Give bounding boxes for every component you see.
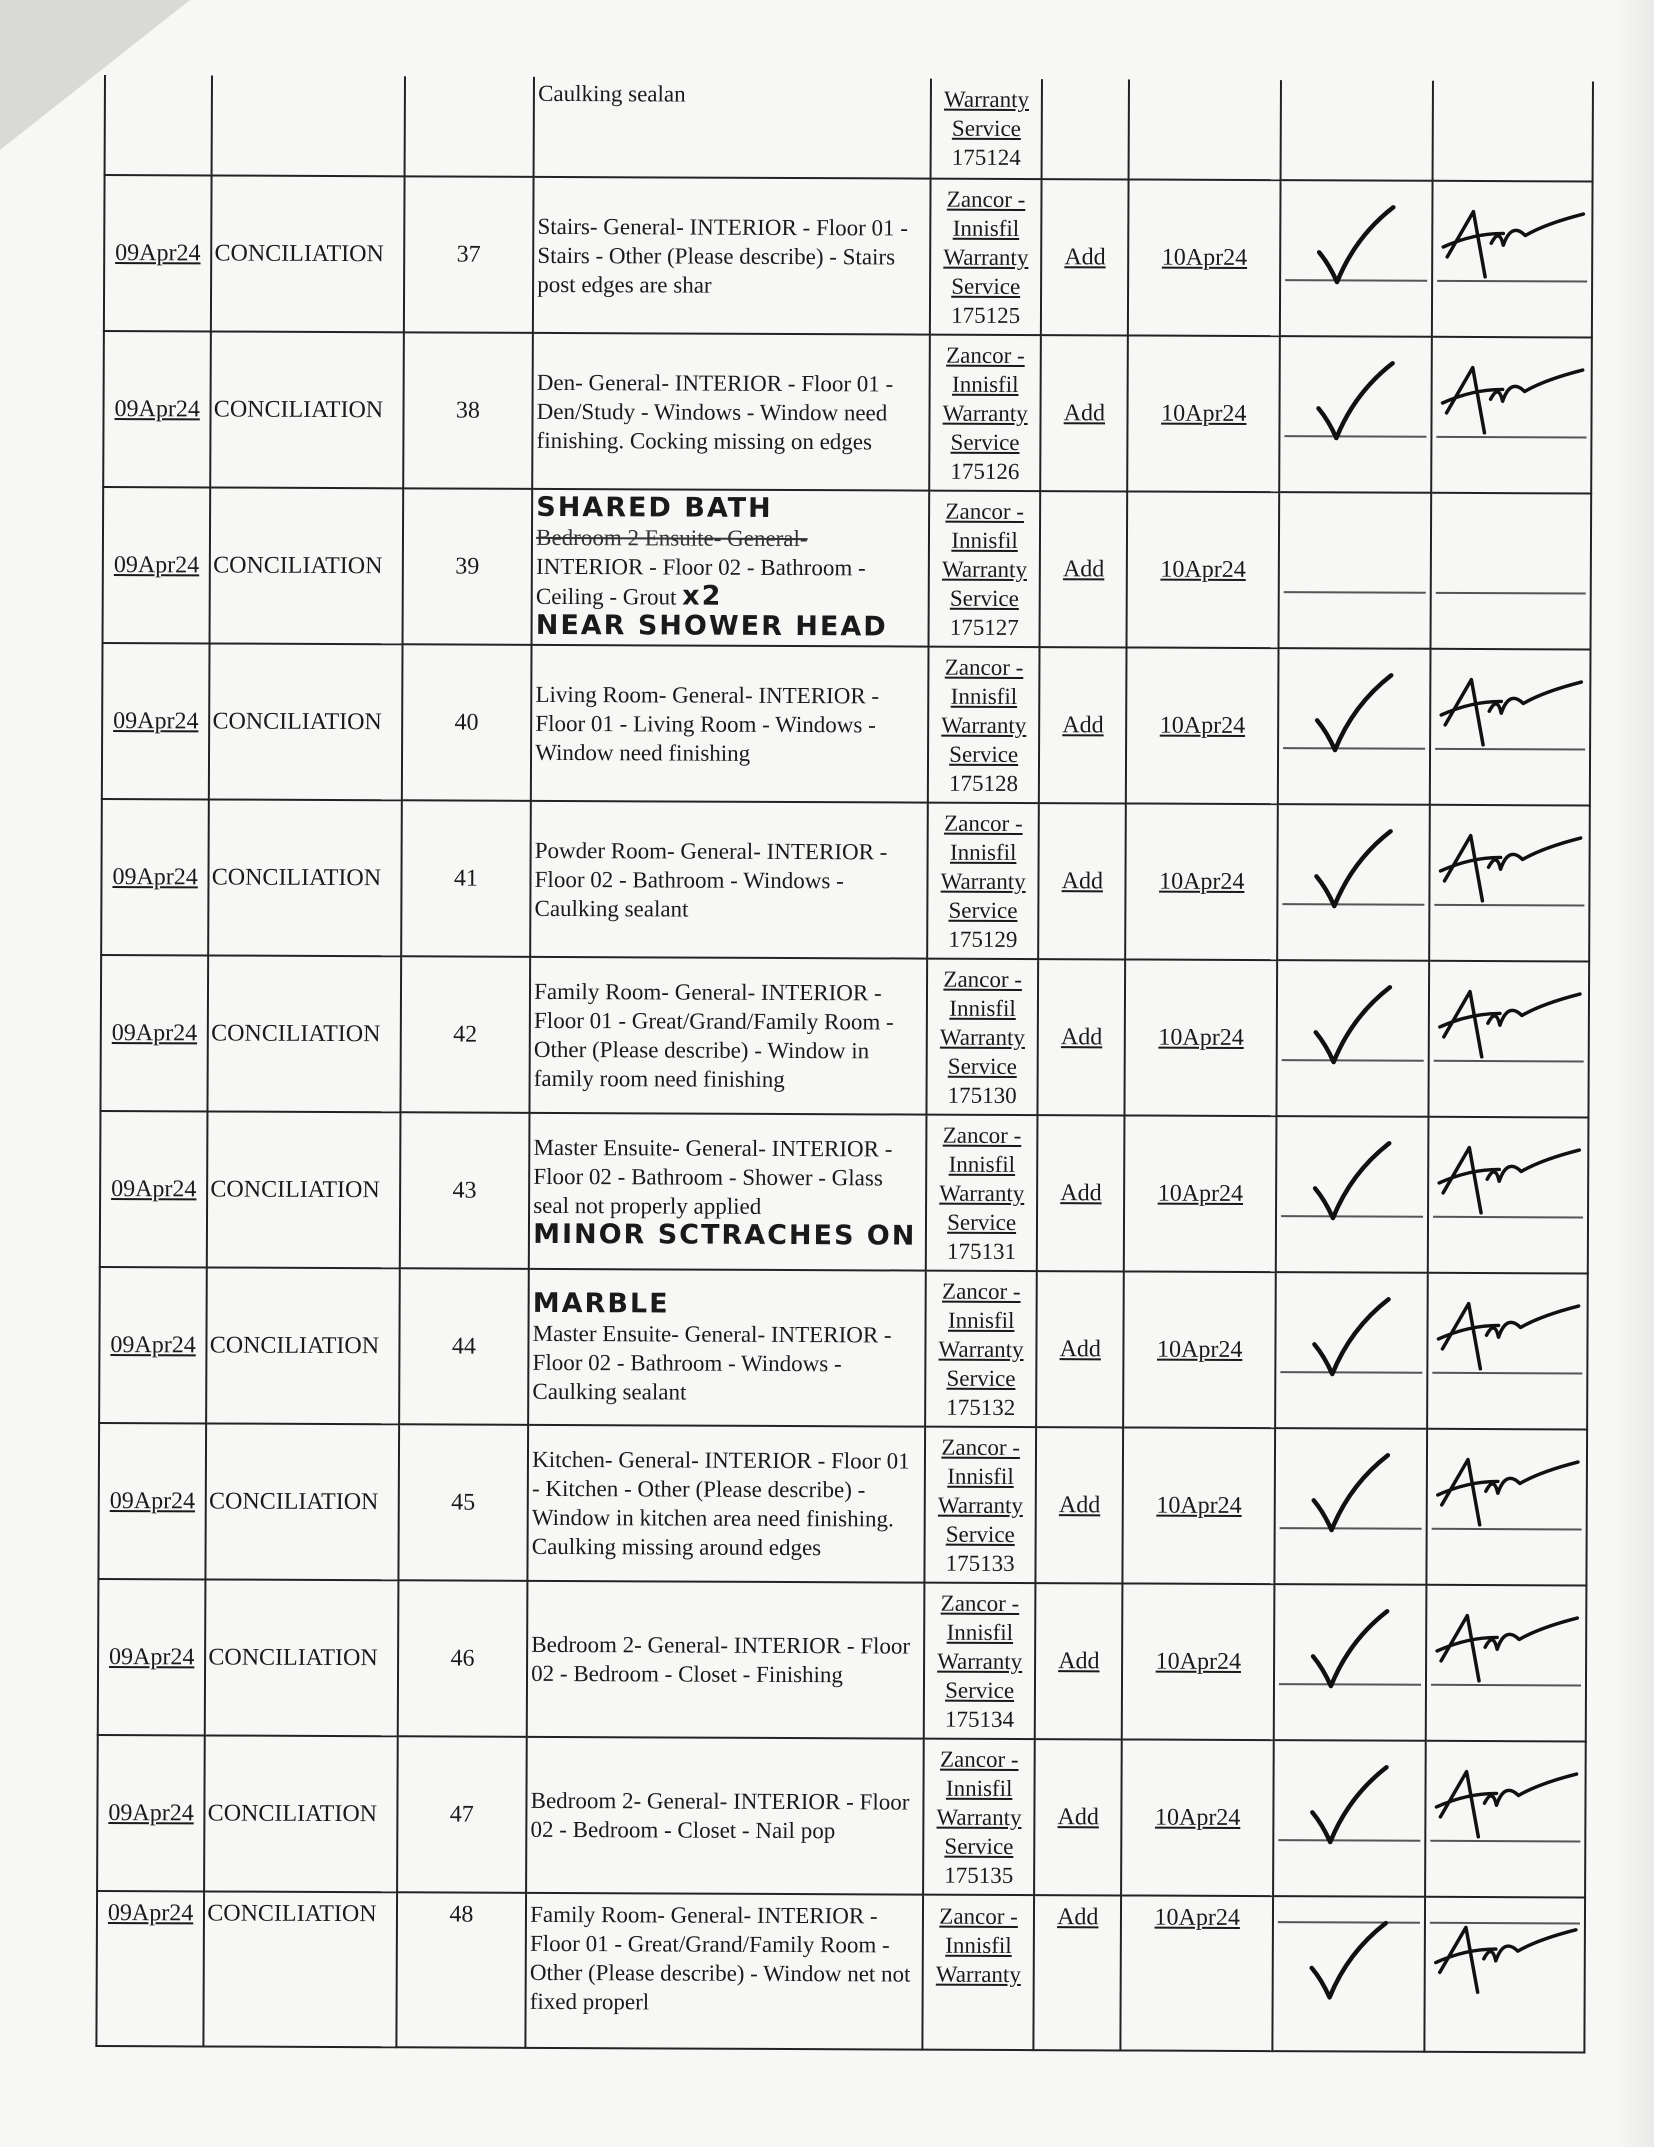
type-text: CONCILIATION	[208, 1644, 378, 1672]
check-cell	[1273, 1740, 1426, 1897]
type-text: CONCILIATION	[213, 552, 383, 580]
date-link[interactable]: 09Apr24	[111, 1176, 197, 1203]
initials-signature-icon	[1430, 806, 1589, 961]
number-cell	[398, 1424, 528, 1581]
table-row	[100, 955, 1589, 1117]
add-link[interactable]: Add	[1061, 868, 1104, 895]
code-line[interactable]: Warranty	[935, 1961, 1021, 1988]
code-line[interactable]: Service	[951, 273, 1021, 299]
action-cell[interactable]	[1041, 179, 1129, 335]
table-row	[99, 1267, 1588, 1429]
table-row	[101, 799, 1590, 961]
code-number: 175124	[951, 144, 1021, 171]
type-text: CONCILIATION	[207, 1800, 378, 1828]
action-cell[interactable]	[1037, 1115, 1125, 1271]
code-cell[interactable]	[923, 1739, 1035, 1895]
handwritten-note-above: MARBLE	[532, 1287, 670, 1319]
code-number: 175128	[949, 770, 1019, 796]
check-cell	[1278, 648, 1431, 805]
code-line[interactable]: Warranty	[943, 244, 1029, 270]
code-line[interactable]: Innisfil	[945, 1932, 1012, 1958]
date-link[interactable]: 09Apr24	[113, 708, 199, 735]
type-cell	[210, 331, 403, 488]
checkmark-icon	[1280, 337, 1430, 492]
code-number: 175135	[944, 1862, 1014, 1888]
table-row	[104, 175, 1593, 337]
date-cell[interactable]	[100, 955, 208, 1111]
item-number: 47	[449, 1801, 474, 1828]
date-cell[interactable]	[100, 1111, 208, 1267]
description-cell	[530, 801, 927, 959]
completed-date-link[interactable]: 10Apr24	[1157, 1336, 1243, 1363]
initials-signature-icon	[1429, 962, 1588, 1117]
code-line[interactable]: Innisfil	[947, 1307, 1015, 1333]
code-line[interactable]: Warranty	[939, 1180, 1025, 1206]
table-row	[98, 1579, 1587, 1741]
code-line[interactable]: Innisfil	[951, 527, 1018, 553]
description-cell	[528, 1269, 925, 1427]
type-text: CONCILIATION	[214, 240, 384, 268]
description-cell	[529, 1113, 926, 1271]
code-line[interactable]: Service	[945, 1521, 1015, 1547]
description-cell	[526, 1737, 923, 1895]
initials-signature-icon	[1433, 182, 1592, 337]
table-row-continued	[105, 75, 1593, 181]
number-cell	[402, 488, 532, 645]
checkmark-icon	[1274, 1897, 1424, 2051]
completed-cell[interactable]	[1128, 335, 1281, 492]
date-link[interactable]: 09Apr24	[109, 1644, 195, 1671]
signature-cell	[1427, 1273, 1588, 1430]
completed-cell[interactable]	[1121, 1739, 1274, 1896]
code-line[interactable]: Warranty	[943, 86, 1030, 113]
check-cell	[1273, 1896, 1426, 2052]
signature-cell	[1428, 1117, 1589, 1274]
action-cell[interactable]	[1036, 1427, 1124, 1583]
add-link[interactable]: Add	[1060, 1024, 1103, 1051]
type-text: CONCILIATION	[207, 1900, 377, 1928]
code-line[interactable]: Warranty	[937, 1648, 1023, 1674]
code-number: 175129	[948, 926, 1018, 952]
description-cell	[527, 1581, 924, 1739]
action-cell[interactable]	[1036, 1271, 1124, 1427]
type-text: CONCILIATION	[213, 396, 384, 424]
add-link[interactable]: Add	[1064, 244, 1106, 271]
type-cell	[206, 1423, 399, 1580]
code-line[interactable]: Service	[949, 741, 1019, 767]
initials-signature-icon	[1427, 1586, 1586, 1741]
date-link[interactable]: 09Apr24	[115, 240, 201, 267]
description-cell	[532, 489, 929, 647]
checkmark-icon	[1279, 649, 1429, 804]
action-cell[interactable]	[1038, 959, 1126, 1115]
checkmark-icon	[1274, 1741, 1424, 1896]
initials-signature-icon	[1425, 1898, 1584, 2052]
code-cell[interactable]	[929, 335, 1041, 491]
date-link[interactable]: 09Apr24	[112, 864, 198, 891]
completed-cell[interactable]	[1122, 1583, 1275, 1740]
date-cell[interactable]	[97, 1735, 205, 1891]
checkmark-icon	[1281, 181, 1431, 336]
code-line[interactable]: Zancor -	[944, 810, 1023, 836]
code-line[interactable]: Zancor -	[946, 186, 1026, 212]
date-link[interactable]: 09Apr24	[109, 1488, 196, 1515]
initials-signature-icon	[1428, 1274, 1587, 1429]
action-cell[interactable]	[1035, 1583, 1123, 1739]
completed-date-link[interactable]: 10Apr24	[1157, 1180, 1244, 1207]
description-text: Powder Room- General- INTERIOR - Floor 02 - Bathroom - Windows - Caulking sealant	[534, 837, 888, 922]
code-line[interactable]: Zancor -	[939, 1903, 1018, 1930]
description-text: Living Room- General- INTERIOR - Floor 01 - Living Room - Windows - Window need finishing	[535, 681, 880, 766]
code-number: 175125	[951, 302, 1021, 328]
check-cell	[1281, 80, 1433, 181]
type-cell	[207, 1111, 400, 1268]
code-line[interactable]: Innisfil	[949, 995, 1016, 1021]
check-cell	[1280, 180, 1433, 337]
table-row	[100, 1111, 1589, 1273]
code-number: 175134	[944, 1706, 1015, 1732]
code-line[interactable]: Zancor -	[941, 1434, 1020, 1460]
check-cell	[1279, 336, 1432, 493]
checkmark-icon	[1278, 805, 1428, 960]
number-cell	[401, 644, 531, 801]
code-line[interactable]: Innisfil	[946, 1619, 1014, 1645]
item-number: 43	[452, 1177, 477, 1204]
description-text: Master Ensuite- General- INTERIOR - Floor 02 - Bathroom - Windows - Caulking sealant	[532, 1320, 892, 1405]
item-number: 37	[456, 241, 481, 268]
completed-cell[interactable]	[1125, 959, 1278, 1116]
description-text: INTERIOR - Floor 02 - Bathroom - Ceiling - Grout	[535, 553, 866, 610]
type-cell	[211, 175, 404, 332]
completed-date-link[interactable]: 10Apr24	[1154, 1904, 1240, 1931]
signature-cell	[1426, 1429, 1587, 1586]
add-link[interactable]: Add	[1063, 400, 1106, 427]
date-cell	[105, 75, 213, 175]
code-line[interactable]: Warranty	[936, 1804, 1022, 1830]
description-text: Bedroom 2- General- INTERIOR - Floor 02 - Bedroom - Closet - Nail pop	[530, 1787, 910, 1844]
initials-signature-icon	[1426, 1742, 1585, 1897]
date-cell[interactable]	[96, 1891, 204, 2046]
checkmark-icon	[1276, 1429, 1426, 1584]
check-cell	[1279, 492, 1432, 649]
code-cell[interactable]	[926, 1115, 1038, 1271]
code-cell[interactable]	[928, 647, 1040, 803]
code-line[interactable]: Service	[946, 1365, 1016, 1391]
type-cell	[205, 1579, 398, 1736]
number-cell	[400, 956, 530, 1113]
type-cell	[208, 799, 401, 956]
description-cell	[533, 177, 930, 335]
completed-date-link[interactable]: 10Apr24	[1161, 244, 1248, 271]
description-cell	[528, 1425, 925, 1583]
action-cell[interactable]	[1040, 491, 1128, 647]
completed-cell[interactable]	[1128, 179, 1281, 336]
number-cell	[403, 332, 533, 489]
code-line[interactable]: Innisfil	[947, 1463, 1014, 1489]
item-number: 48	[449, 1901, 474, 1928]
completed-date-link[interactable]: 10Apr24	[1161, 400, 1247, 427]
number-cell	[399, 1112, 529, 1269]
check-cell	[1275, 1272, 1428, 1429]
code-cell[interactable]	[926, 959, 1038, 1115]
initials-signature-icon	[1429, 1118, 1588, 1273]
item-number: 46	[450, 1645, 475, 1672]
completed-date-link[interactable]: 10Apr24	[1159, 868, 1245, 895]
description-cell	[531, 645, 928, 803]
signature-cell	[1431, 493, 1592, 650]
date-link[interactable]: 09Apr24	[108, 1800, 194, 1827]
check-cell	[1274, 1584, 1427, 1741]
code-cell[interactable]	[924, 1427, 1036, 1583]
check-cell	[1277, 960, 1430, 1117]
handwritten-note-inline: x2	[682, 580, 723, 612]
date-link[interactable]: 09Apr24	[113, 552, 200, 579]
code-number: 175132	[946, 1394, 1016, 1420]
table-row	[102, 643, 1591, 805]
code-line[interactable]: Warranty	[939, 1024, 1026, 1050]
code-line[interactable]: Zancor -	[940, 1590, 1020, 1616]
code-line[interactable]: Innisfil	[949, 839, 1017, 865]
code-line[interactable]: Warranty	[937, 1492, 1023, 1518]
completed-date-link[interactable]: 10Apr24	[1154, 1804, 1241, 1831]
check-cell	[1275, 1428, 1428, 1585]
checkmark-icon	[1275, 1585, 1425, 1740]
code-line[interactable]: Innisfil	[948, 1151, 1016, 1177]
type-cell	[204, 1735, 397, 1892]
code-cell[interactable]	[928, 491, 1040, 647]
code-cell[interactable]	[925, 1271, 1037, 1427]
code-number: 175127	[949, 614, 1019, 640]
code-line[interactable]: Service	[944, 1833, 1014, 1859]
signature-cell	[1431, 337, 1592, 494]
completed-cell[interactable]	[1126, 803, 1279, 960]
code-line[interactable]: Service	[945, 1677, 1015, 1703]
code-line[interactable]: Innisfil	[952, 371, 1019, 397]
initials-signature-icon	[1431, 650, 1590, 805]
code-line[interactable]: Warranty	[942, 400, 1028, 426]
type-cell	[206, 1267, 399, 1424]
code-line[interactable]: Warranty	[938, 1336, 1024, 1362]
description-text: Bedroom 2- General- INTERIOR - Floor 02 - Bedroom - Closet - Finishing	[531, 1631, 911, 1688]
type-text: CONCILIATION	[209, 1332, 380, 1360]
checkmark-icon	[1278, 961, 1428, 1116]
code-cell[interactable]	[930, 179, 1042, 335]
number-cell	[397, 1580, 527, 1737]
action-cell[interactable]	[1038, 803, 1126, 959]
action-cell[interactable]	[1034, 1895, 1122, 2050]
type-cell	[208, 955, 401, 1112]
date-link[interactable]: 09Apr24	[110, 1332, 196, 1359]
description-text: Stairs- General- INTERIOR - Floor 01 - Stairs - Other (Please describe) - Stairs post edges are shar	[537, 213, 909, 298]
number-cell	[401, 800, 531, 957]
item-number: 38	[455, 397, 480, 424]
handwritten-note-below: MINOR SCTRACHES ON	[533, 1218, 917, 1252]
action-cell[interactable]	[1039, 647, 1127, 803]
code-line[interactable]: Service	[949, 585, 1019, 611]
add-link[interactable]: Add	[1059, 1336, 1102, 1363]
code-cell[interactable]	[924, 1583, 1036, 1739]
description-text: Master Ensuite- General- INTERIOR - Floor 02 - Bathroom - Shower - Glass seal not properly applied	[533, 1134, 893, 1219]
action-cell[interactable]	[1034, 1739, 1122, 1895]
number-cell	[404, 76, 534, 177]
code-line[interactable]: Zancor -	[942, 1278, 1021, 1304]
completed-cell[interactable]	[1127, 491, 1280, 648]
code-line[interactable]: Innisfil	[945, 1775, 1013, 1801]
description-cell	[534, 77, 931, 179]
date-cell[interactable]	[99, 1267, 207, 1423]
description-text: Den- General- INTERIOR - Floor 01 - Den/Study - Windows - Window need finishing. Cocking missing on edges	[536, 369, 894, 454]
date-cell[interactable]	[101, 799, 209, 955]
add-link[interactable]: Add	[1057, 1904, 1099, 1931]
completed-date-link[interactable]: 10Apr24	[1160, 556, 1246, 583]
add-link[interactable]: Add	[1058, 1648, 1100, 1675]
signature-cell	[1425, 1741, 1586, 1898]
description-cell	[526, 1893, 923, 2050]
type-text: CONCILIATION	[212, 708, 382, 736]
description-text: Kitchen- General- INTERIOR - Floor 01 - Kitchen - Other (Please describe) - Window in kitchen area need finishing. Caulking missing around edges	[531, 1446, 910, 1561]
signature-underline	[1436, 592, 1586, 595]
code-line[interactable]: Innisfil	[952, 215, 1020, 241]
number-cell	[399, 1268, 529, 1425]
item-number: 40	[454, 709, 479, 736]
type-cell	[212, 75, 405, 176]
description-cell	[532, 333, 929, 491]
signature-cell	[1429, 805, 1590, 962]
date-cell[interactable]	[102, 643, 210, 799]
add-link[interactable]: Add	[1058, 1492, 1101, 1519]
table-row	[103, 487, 1592, 649]
completed-date-link[interactable]: 10Apr24	[1158, 1024, 1244, 1051]
code-number: 175131	[946, 1238, 1017, 1264]
date-cell[interactable]	[98, 1579, 206, 1735]
completed-cell[interactable]	[1121, 1895, 1274, 2051]
item-number: 45	[451, 1489, 476, 1516]
item-number: 42	[453, 1021, 478, 1048]
description-cell	[530, 957, 927, 1115]
date-link[interactable]: 09Apr24	[107, 1900, 194, 1927]
table-row	[98, 1423, 1587, 1585]
checkmark-icon	[1277, 1117, 1427, 1272]
description-text: Caulking sealan	[538, 80, 686, 107]
completed-cell[interactable]	[1123, 1427, 1276, 1584]
signature-cell	[1430, 649, 1591, 806]
deficiency-table	[95, 75, 1594, 2053]
checkmark-icon	[1276, 1273, 1426, 1428]
code-line[interactable]: Zancor -	[944, 654, 1024, 680]
code-number: 175130	[947, 1082, 1017, 1108]
code-line[interactable]: Warranty	[941, 556, 1028, 582]
deficiency-table-wrapper	[95, 75, 1594, 2071]
action-cell[interactable]	[1041, 335, 1129, 491]
completed-cell	[1129, 79, 1281, 180]
type-cell	[209, 643, 402, 800]
item-number: 44	[451, 1333, 476, 1360]
add-link[interactable]: Add	[1062, 556, 1105, 583]
date-cell[interactable]	[104, 175, 212, 331]
number-cell	[396, 1892, 526, 2048]
code-line[interactable]: Service	[948, 897, 1018, 923]
code-line[interactable]: Service	[950, 429, 1020, 455]
number-cell	[403, 176, 533, 333]
code-line[interactable]: Warranty	[940, 868, 1026, 894]
type-cell	[204, 1891, 397, 2047]
code-line[interactable]: Zancor -	[943, 966, 1023, 992]
signature-cell	[1433, 81, 1593, 182]
code-line[interactable]: Zancor -	[946, 342, 1025, 368]
date-cell[interactable]	[103, 331, 211, 487]
page-edge-shadow	[1614, 0, 1654, 2147]
completed-cell[interactable]	[1124, 1115, 1277, 1272]
type-text: CONCILIATION	[209, 1488, 379, 1516]
signature-cell	[1432, 181, 1593, 338]
date-link[interactable]: 09Apr24	[114, 396, 200, 423]
table-row	[103, 331, 1592, 493]
completed-cell[interactable]	[1123, 1271, 1276, 1428]
description-text: Family Room- General- INTERIOR - Floor 01 - Great/Grand/Family Room - Other (Please describe) - Window net not fixed properl	[529, 1901, 911, 2015]
completed-cell[interactable]	[1126, 647, 1279, 804]
code-line[interactable]: Zancor -	[945, 498, 1025, 524]
code-line[interactable]: Innisfil	[950, 683, 1018, 709]
struck-description-text: Bedroom 2 Ensuite- General-	[536, 524, 808, 552]
signature-cell	[1424, 1897, 1585, 2053]
item-number: 41	[453, 865, 478, 892]
action-cell	[1042, 79, 1129, 179]
add-link[interactable]: Add	[1060, 1180, 1102, 1207]
code-line[interactable]: Service	[947, 1209, 1017, 1235]
item-number: 39	[455, 553, 480, 580]
code-line[interactable]: Zancor -	[939, 1746, 1019, 1772]
table-row	[97, 1735, 1586, 1897]
code-cell[interactable]	[931, 79, 1043, 179]
type-cell	[210, 487, 403, 644]
code-number: 175133	[945, 1550, 1015, 1576]
signature-cell	[1428, 961, 1589, 1118]
code-line[interactable]: Zancor -	[942, 1122, 1022, 1148]
code-number: 175126	[950, 458, 1020, 484]
check-cell	[1277, 804, 1430, 961]
date-cell[interactable]	[103, 487, 211, 643]
initials-signature-icon	[1432, 338, 1591, 493]
type-text: CONCILIATION	[211, 864, 382, 892]
handwritten-note-above: SHARED BATH	[536, 491, 773, 524]
type-text: CONCILIATION	[210, 1176, 380, 1204]
add-link[interactable]: Add	[1062, 712, 1104, 739]
code-cell[interactable]	[927, 803, 1039, 959]
code-line[interactable]: Service	[947, 1053, 1017, 1079]
check-cell	[1276, 1116, 1429, 1273]
initials-signature-icon	[1427, 1430, 1586, 1585]
handwritten-note-below: NEAR SHOWER HEAD	[535, 609, 888, 643]
code-line[interactable]: Service	[951, 115, 1021, 142]
number-cell	[397, 1736, 527, 1893]
code-line[interactable]: Warranty	[941, 712, 1027, 738]
code-cell[interactable]	[922, 1895, 1034, 2050]
table-row-last	[96, 1891, 1585, 2052]
signature-cell	[1426, 1585, 1587, 1742]
completed-date-link[interactable]: 10Apr24	[1159, 712, 1246, 739]
description-text: Family Room- General- INTERIOR - Floor 01 - Great/Grand/Family Room - Other (Please describe) - Window in family room need finishing	[533, 978, 894, 1092]
type-text: CONCILIATION	[211, 1020, 381, 1048]
check-underline	[1284, 591, 1426, 594]
completed-date-link[interactable]: 10Apr24	[1155, 1648, 1242, 1675]
add-link[interactable]: Add	[1057, 1804, 1099, 1831]
date-cell[interactable]	[98, 1423, 206, 1579]
date-link[interactable]: 09Apr24	[111, 1020, 198, 1047]
completed-date-link[interactable]: 10Apr24	[1156, 1492, 1242, 1519]
